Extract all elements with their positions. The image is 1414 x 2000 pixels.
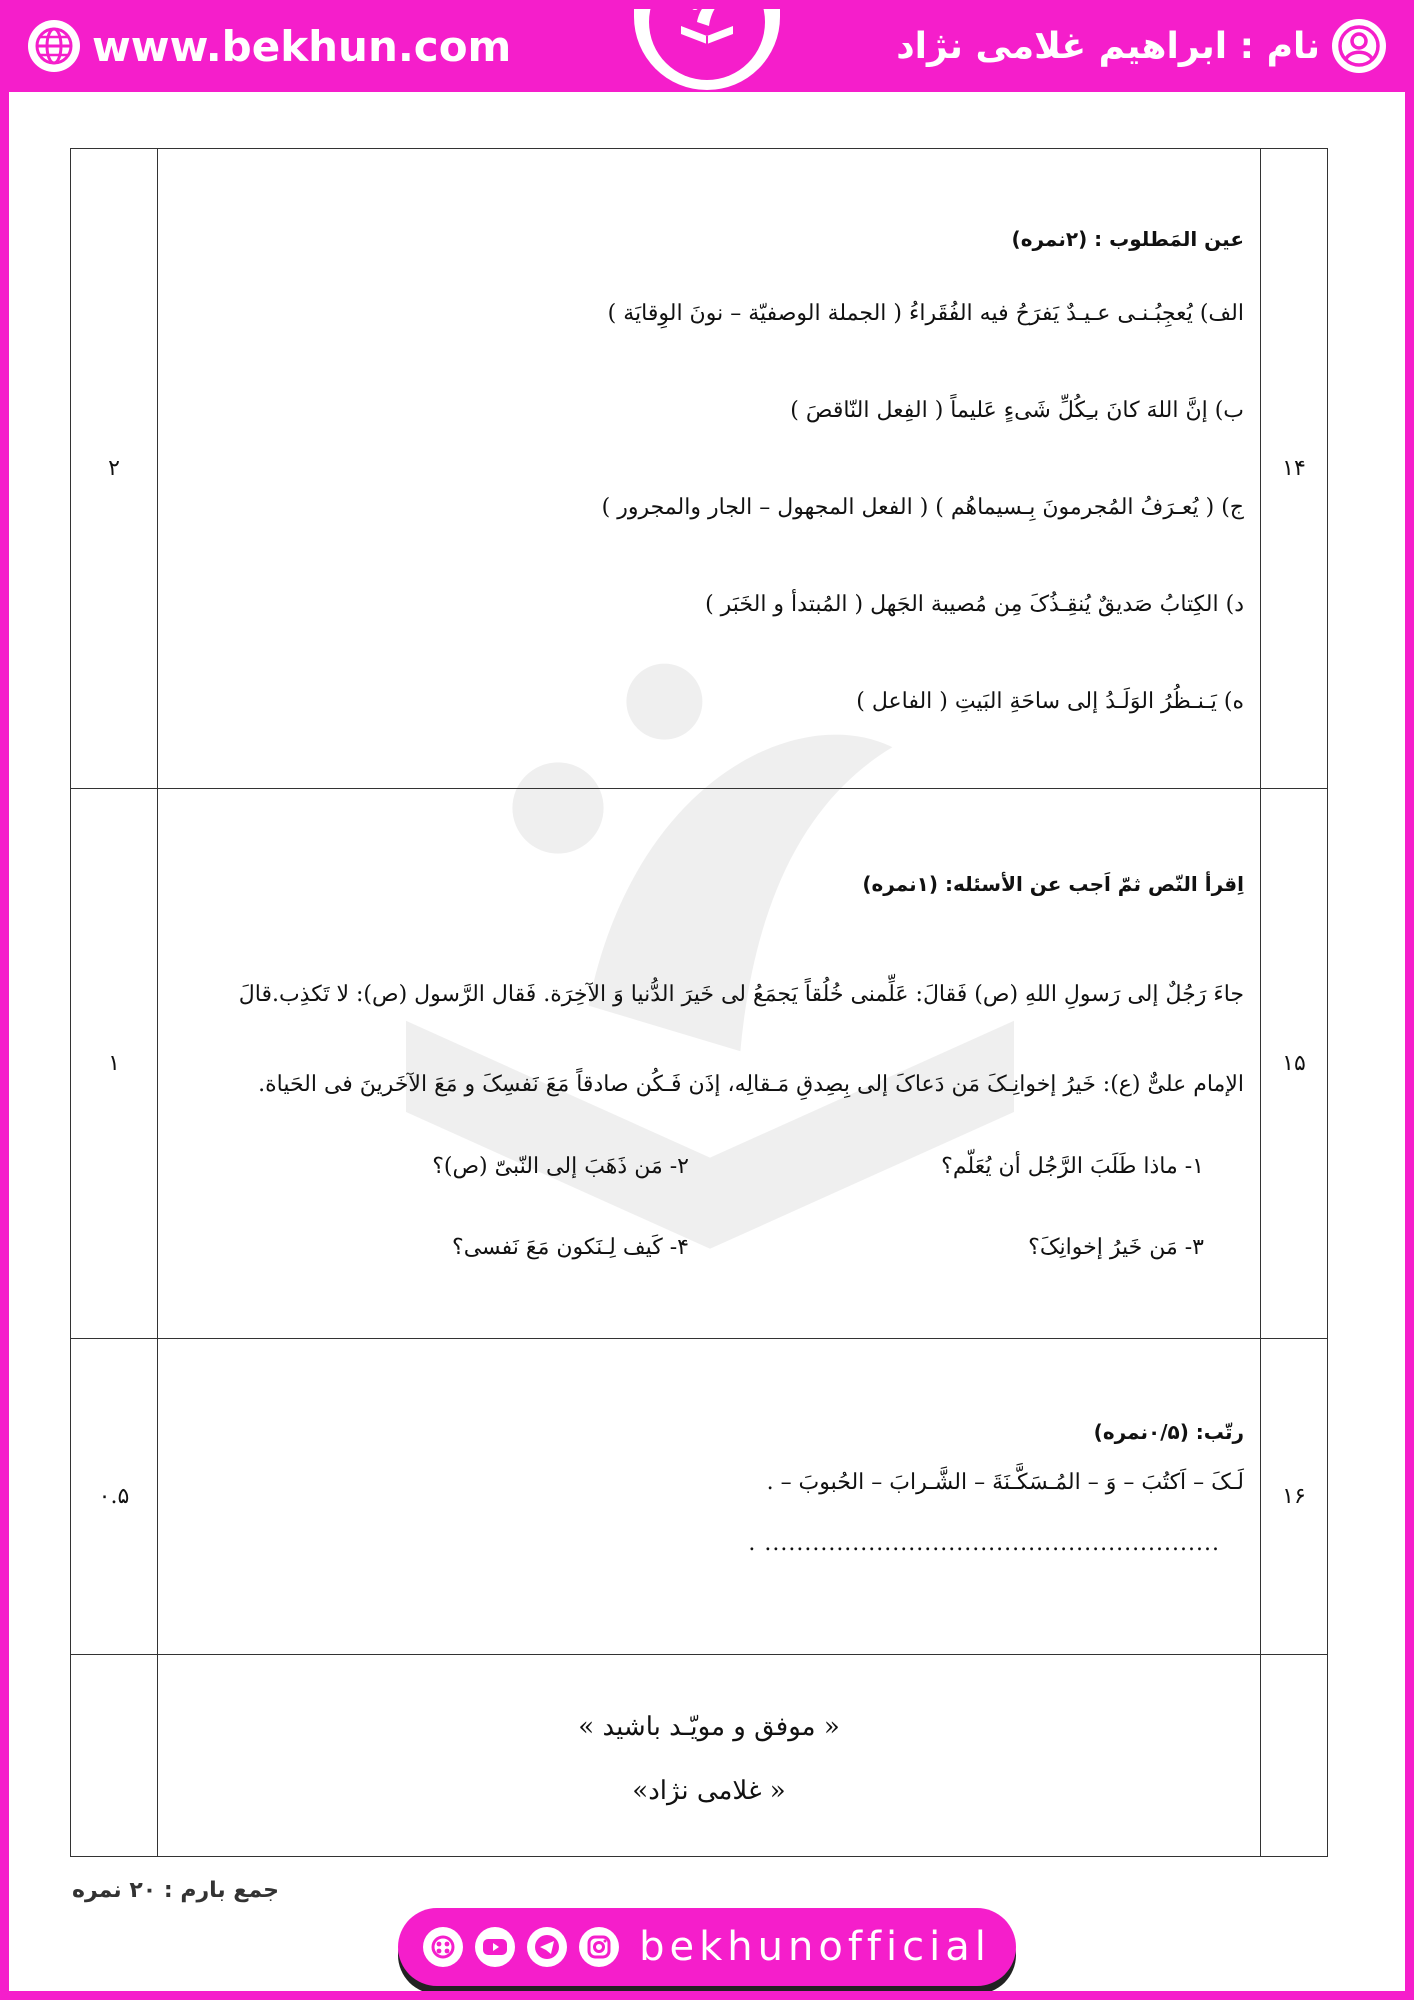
social-handle[interactable]: bekhunofficial — [639, 1924, 991, 1970]
question-line: د) الکِتابُ صَدیقٌ یُنقِـذُکَ مِن مُصیبة الجَهل ( المُبتدأ و الخَبَر ) — [705, 592, 1244, 617]
globe-icon — [28, 20, 80, 72]
header-bar — [0, 0, 1414, 92]
student-name: نام : ابراهیم غلامی نژاد — [896, 25, 1320, 67]
brand-logo — [634, 0, 780, 90]
question-title: عین المَطلوب : (۲نمره) — [1011, 227, 1244, 251]
question-score: ۲ — [71, 149, 158, 789]
question-content — [158, 149, 1261, 789]
empty-cell — [71, 1655, 158, 1857]
closing-content — [158, 1655, 1261, 1857]
sub-question: ۱- ماذا طَلَبَ الرَّجُل أن یُعَلّم؟ — [941, 1153, 1204, 1179]
social-bar[interactable] — [398, 1908, 1016, 1986]
question-row — [71, 149, 1328, 789]
exam-table — [70, 148, 1328, 1857]
passage-line: جاءَ رَجُلٌ إلی رَسولِ اللهِ (ص) فَقالَ: عَلِّمنی خُلُقاً یَجمَعُ لی خَیرَ الدُّنیا وَ الآخِرَة. فَقال الرَّسول (ص): لا تَکذِب.قالَ — [238, 981, 1244, 1007]
sub-question: ۴- کَیف لِـنَکون مَعَ نَفسی؟ — [452, 1234, 689, 1260]
question-line: لَـکَ – اَکتُبَ – وَ – المُـسَکَّـنَةَ – الشَّـرابَ – الحُبوبَ – . — [766, 1469, 1244, 1495]
empty-cell — [1261, 1655, 1328, 1857]
question-row — [71, 789, 1328, 1339]
sub-question: ۳- مَن خَیرُ إخوانِکَ؟ — [1028, 1234, 1204, 1260]
user-icon — [1332, 19, 1386, 73]
aparat-icon[interactable] — [423, 1927, 463, 1967]
question-content — [158, 1339, 1261, 1655]
question-number: ۱۴ — [1261, 149, 1328, 789]
question-score: ۱ — [71, 789, 158, 1339]
question-number: ۱۶ — [1261, 1339, 1328, 1655]
total-score: جمع بارم : ۲۰ نمره — [72, 1878, 279, 1903]
question-number: ۱۵ — [1261, 789, 1328, 1339]
telegram-icon[interactable] — [527, 1927, 567, 1967]
sub-questions — [174, 1154, 1244, 1260]
website-text: www.bekhun.com — [92, 21, 512, 71]
question-line: ب) إنَّ اللهَ کانَ بـِکُلِّ شَیءٍ عَلیماً ( الفِعل النّاقصَ ) — [790, 398, 1244, 423]
question-score: ۰.۵ — [71, 1339, 158, 1655]
passage-line: الإمام علیٌّ (ع): خَیرُ إخوانِـکَ مَن دَعاکَ إلی بِصِدقِ مَـقالِه، إذَن فَـکُن صادقاً مَعَ نَفسِکَ و مَعَ الآخَرینَ فی الحَیاة. — [258, 1071, 1244, 1097]
closing-row — [71, 1655, 1328, 1857]
instagram-icon[interactable] — [579, 1927, 619, 1967]
sub-question: ۲- مَن ذَهَبَ إلی النّبیّ (ص)؟ — [432, 1153, 689, 1179]
teacher-name: « غلامی نژاد» — [632, 1775, 786, 1806]
question-row — [71, 1339, 1328, 1655]
website-link[interactable] — [28, 18, 511, 74]
student-name-block — [896, 18, 1386, 74]
youtube-icon[interactable] — [475, 1927, 515, 1967]
question-title: رتّب: (۰/۵نمره) — [1093, 1419, 1244, 1444]
closing-wish: « موفق و مویّـد باشید » — [578, 1711, 840, 1742]
reading-passage — [174, 950, 1244, 1130]
book-logo-icon — [649, 0, 765, 80]
question-content — [158, 789, 1261, 1339]
question-title: اِقرأ النّص ثمّ اَجب عن الأسئله: (۱نمره) — [862, 871, 1244, 896]
question-line: ه) یَـنـظُرُ الوَلَـدُ إلی ساحَةِ البَیتِ ( الفاعل ) — [856, 689, 1244, 714]
answer-line: ......................................................... . — [748, 1530, 1220, 1556]
question-line: ج) ( یُعـرَفُ المُجرمونَ بِـسیماهُم ) ( الفعل المجهول – الجار والمجرور ) — [601, 495, 1244, 520]
question-line: الف) یُعجِبُـنـی عـیـدٌ یَفرَحُ فیه الفُقَراءُ ( الجملة الوصفیّة – نونَ الوِقایَة ) — [607, 301, 1244, 326]
